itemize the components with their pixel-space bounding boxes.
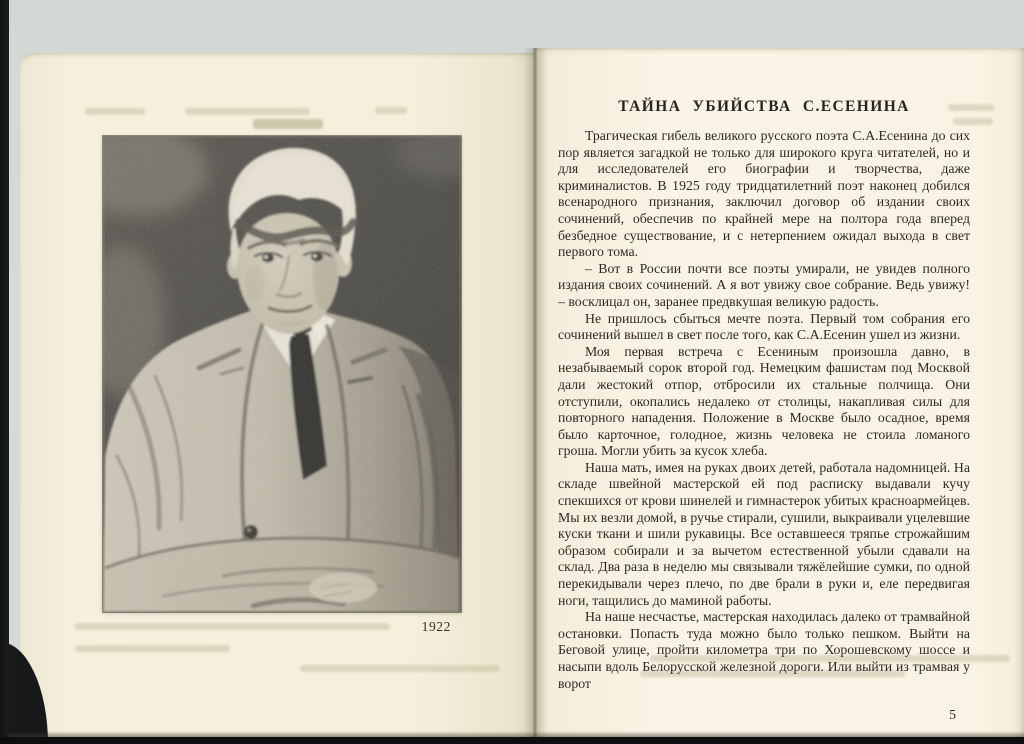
body-text (558, 128, 970, 692)
text-column (558, 98, 970, 723)
bleed-through-line (253, 119, 323, 129)
body-paragraph: Наша мать, имея на руках двоих детей, работала надомницей. На складе швейной мастерской ей под расписку выдавали кучу спекшихся от крови шинелей и гимнастерок убитых красноармейцев. Мы их везли домой, в ручье стирали, сушили, выкраивали уцелевшие куски ткани и шили рукавицы. Все оставшееся тряпье строжайшим образом собирали и за вычетом естественной убыли сдавали на склад. Два раза в неделю мы связывали тяжёлейшие сумки, по одной перекидывали через плечо, по две брали в руки и, еле передвигая ноги, тащились до маминой работы. (558, 459, 970, 608)
bleed-through-line (75, 645, 230, 652)
book-gutter-shadow (523, 48, 547, 737)
scan-bottom-edge (0, 737, 1024, 744)
body-paragraph: На наше несчастье, мастерская находилась далеко от трамвайной остановки. Попасть туда можно было только пешком. Выйти на Беговой улице, пройти километра три по Хорошевскому шоссе и насыпи вдоль Белорусской железной дороги. Или выйти из трамвая у ворот (558, 609, 970, 691)
bleed-through-line (85, 108, 145, 115)
bleed-through-line (375, 107, 407, 114)
bleed-through-line (300, 665, 500, 672)
scan-left-edge (0, 0, 9, 744)
body-paragraph: Трагическая гибель великого русского поэта С.А.Есенина до сих пор является загадкой не только для широкого круга читателей, но и для исследователей его биографии и творчества, даже криминалистов. В 1925 году тридцатилетний поэт наконец добился всенародного признания, заключил договор об издании своих сочинений, обеспечив по крайней мере на полтора года вперед безбедное существование, и с нетерпением ожидал выхода в свет первого тома. (558, 128, 970, 260)
photo-caption: 1922 (421, 619, 451, 634)
portrait-photo-frame (103, 136, 461, 612)
body-paragraph: – Вот в России почти все поэты умирали, не увидев полного издания своих сочинений. А я вот увижу свое собрание. Ведь увижу! – восклицал он, заранее предвкушая великую радость. (558, 260, 970, 309)
right-page (535, 48, 1024, 737)
page-number: 5 (949, 707, 956, 723)
body-paragraph: Моя первая встреча с Есениным произошла давно, в незабываемый сорок второй год. Немецким фашистам под Москвой дали жестокий отпор, отбросили их стальные полчища. Они отступили, окопались недалеко от столицы, накапливая силы для повторного нападения. Положение в Москве было осадное, время было карточное, голодное, жизнь человека не стоила ломаного гроша. Могли убить за кусок хлеба. (558, 343, 970, 459)
bleed-through-line (185, 108, 310, 115)
left-page (20, 53, 535, 737)
page-title: ТАЙНА УБИЙСТВА С.ЕСЕНИНА (618, 98, 910, 115)
body-paragraph: Не пришлось сбыться мечте поэта. Первый том собрания его сочинений вышел в свет после того, как С.А.Есенин ушел из жизни. (558, 310, 970, 343)
yesenin-portrait-photo (103, 136, 461, 612)
